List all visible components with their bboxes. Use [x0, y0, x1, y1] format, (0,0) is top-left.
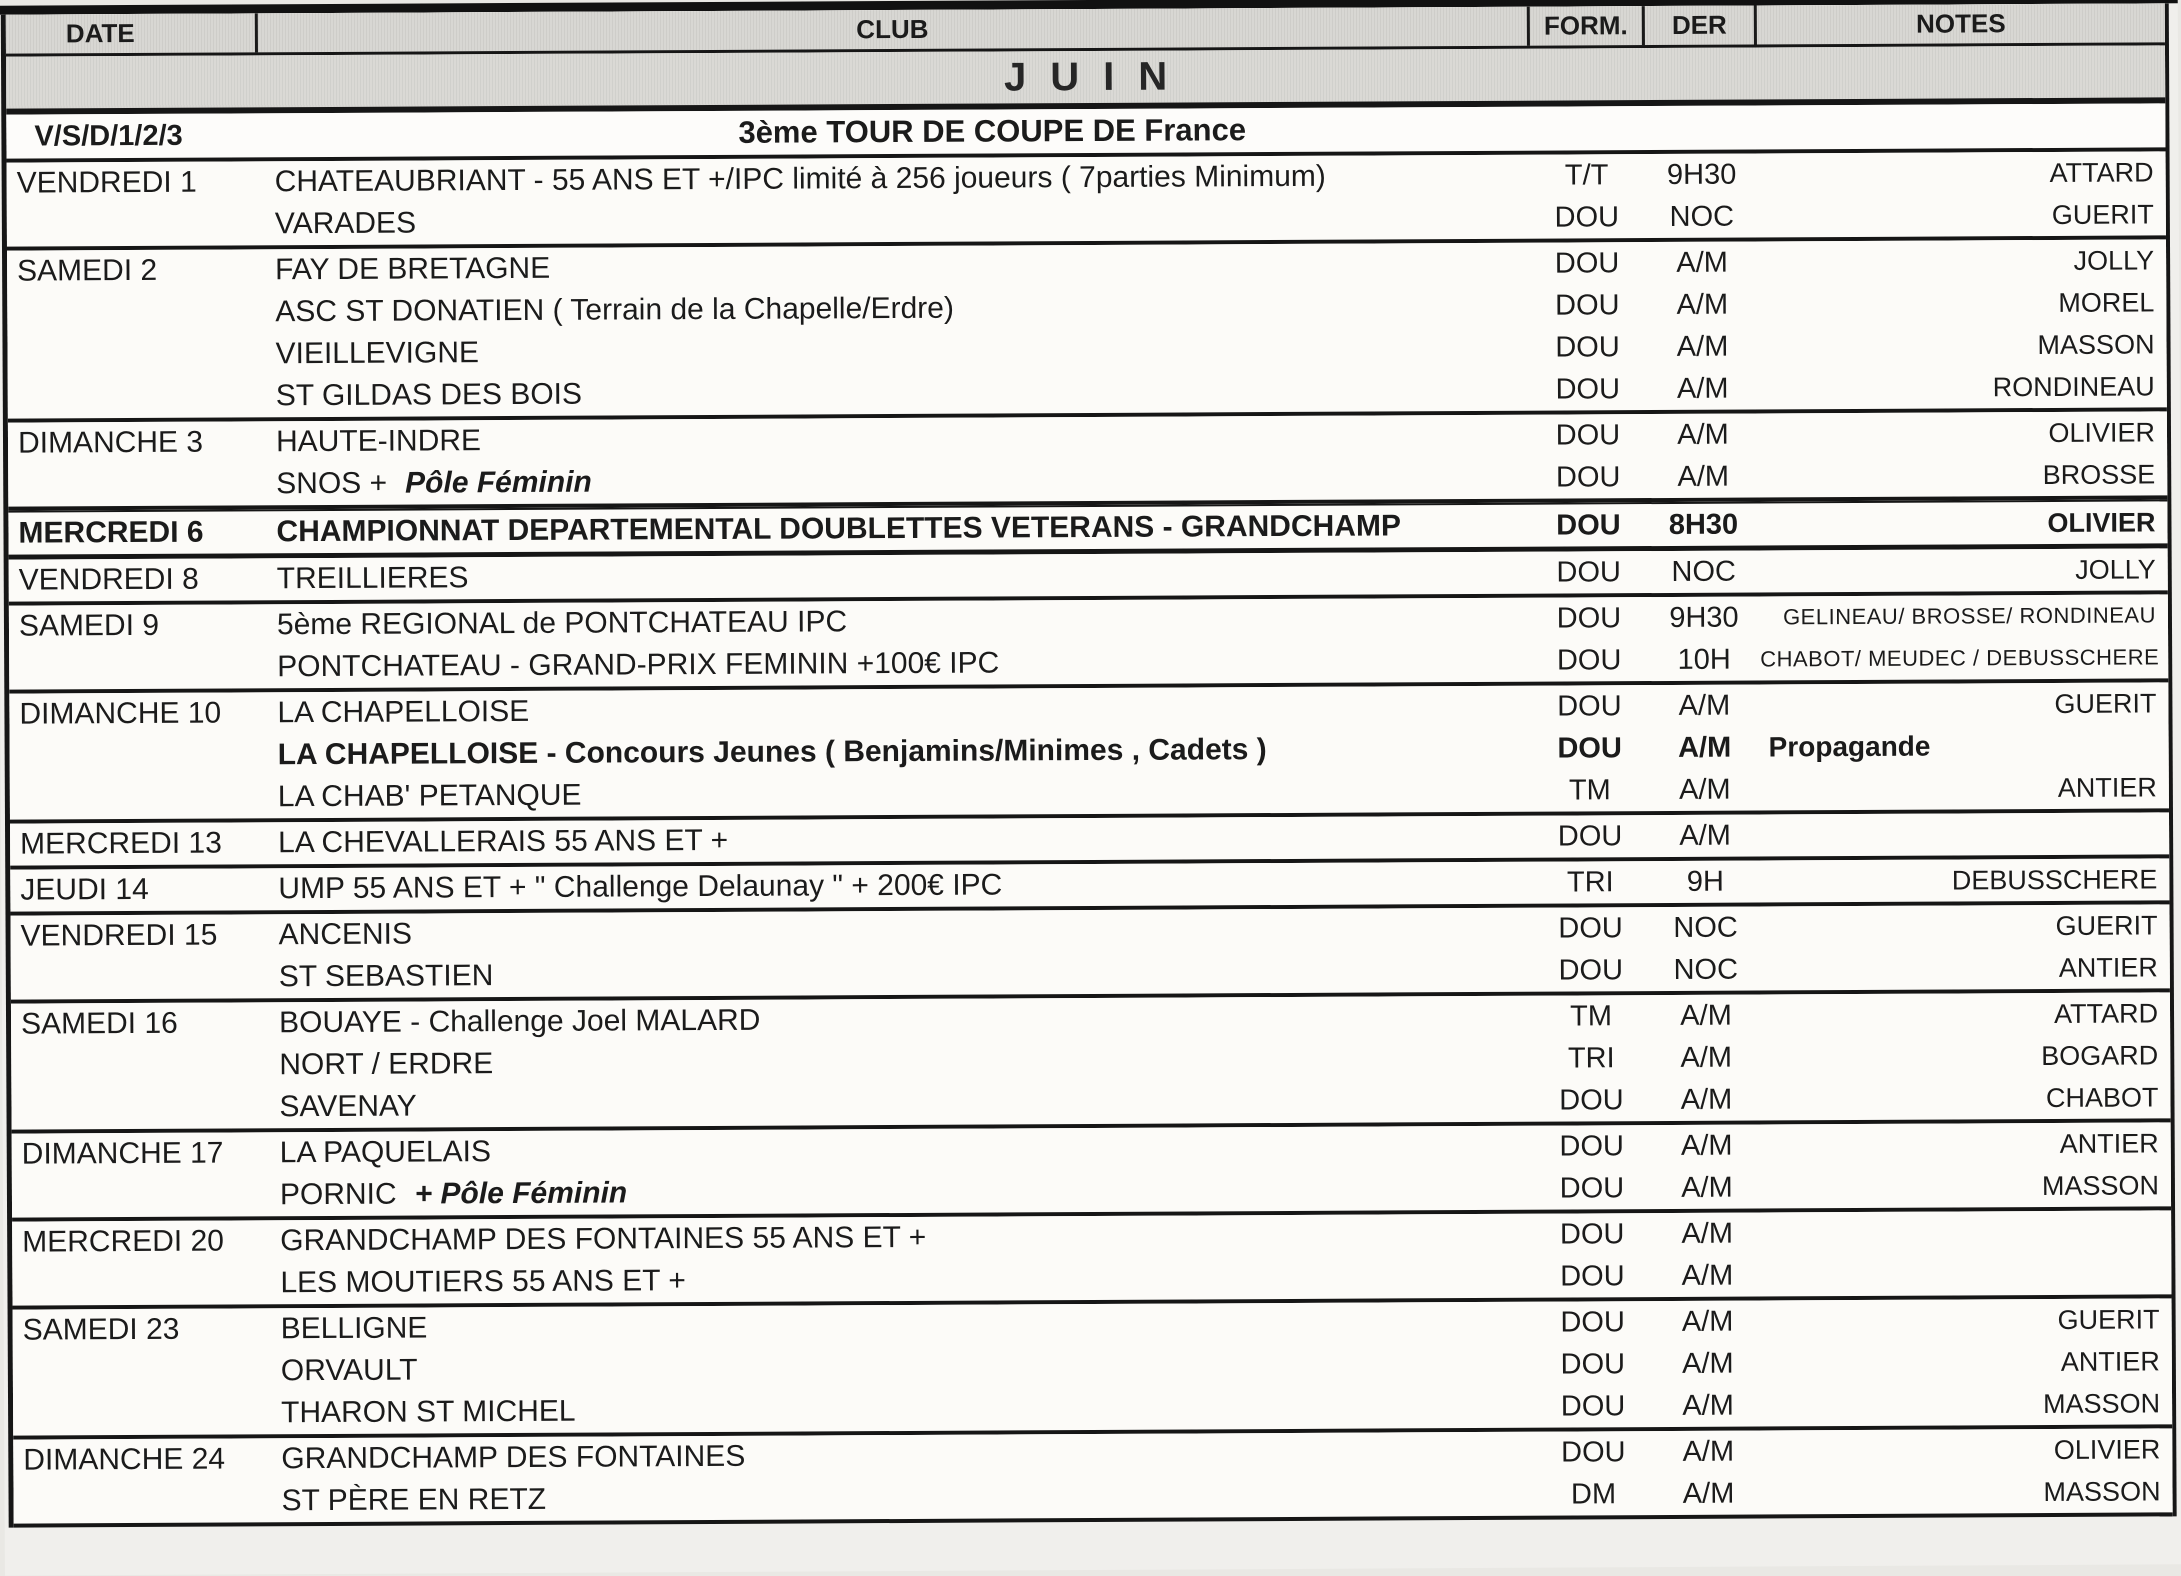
notes-cell: GUERIT: [2055, 909, 2158, 941]
date-cell: [10, 797, 262, 798]
start-time-cell: A/M: [1680, 1129, 1733, 1162]
format-cell: DOU: [1556, 555, 1622, 589]
format-cell: DOU: [1560, 1305, 1625, 1339]
club-cell: [260, 461, 1529, 502]
notes-cell: ANTIER: [2059, 1127, 2159, 1159]
date-cell: JEUDI 14: [20, 872, 149, 907]
club-cell: [262, 820, 1531, 861]
start-time-cell: 9H: [1686, 865, 1724, 898]
club-name: PONTCHATEAU - GRAND-PRIX FEMININ +100€ IPC: [277, 646, 1000, 684]
day-group: [13, 1298, 2173, 1439]
club-name: HAUTE-INDRE: [275, 424, 482, 459]
date-cell: VENDREDI 15: [20, 918, 218, 953]
col-header-notes: NOTES: [1915, 8, 2006, 39]
format-cell: DOU: [1558, 911, 1623, 945]
club-name: ST GILDAS DES BOIS: [275, 377, 583, 413]
start-time-cell: A/M: [1678, 689, 1731, 722]
date-cell: [8, 484, 260, 485]
date-cell: [8, 354, 260, 355]
day-group: [11, 992, 2171, 1133]
format-cell: DOU: [1561, 1435, 1626, 1469]
format-cell: DOU: [1559, 1217, 1625, 1251]
club-cell: [265, 1348, 1534, 1389]
notes-cell: [1761, 833, 2169, 835]
club-name: SNOS +: [276, 466, 388, 501]
start-time-cell: A/M: [1676, 330, 1729, 363]
notes-cell: ANTIER: [2057, 771, 2157, 803]
club-name: VARADES: [274, 206, 417, 241]
date-cell: [13, 1413, 265, 1414]
club-name: ASC ST DONATIEN ( Terrain de la Chapelle/Erdre): [275, 291, 954, 329]
notes-cell: GUERIT: [2051, 198, 2154, 230]
format-cell: DOU: [1555, 460, 1621, 494]
format-cell: DOU: [1555, 372, 1621, 406]
club-name: ST PÈRE EN RETZ: [281, 1482, 547, 1518]
day-group: [10, 904, 2169, 1003]
club-cell: [263, 912, 1532, 953]
start-time-cell: NOC: [1669, 200, 1735, 233]
date-cell: SAMEDI 23: [22, 1312, 180, 1347]
start-time-cell: 8H30: [1668, 508, 1739, 541]
date-cell: [7, 224, 259, 225]
start-time-cell: A/M: [1681, 1305, 1734, 1338]
club-name: SAVENAY: [279, 1089, 417, 1124]
club-name: LA PAQUELAIS: [279, 1135, 492, 1170]
start-time-cell: A/M: [1679, 819, 1731, 852]
format-cell: DOU: [1555, 330, 1620, 364]
notes-cell: MASSON: [2042, 1387, 2161, 1419]
club-name: PORNIC: [279, 1177, 397, 1212]
start-time-cell: A/M: [1677, 731, 1732, 764]
start-time-cell: A/M: [1678, 773, 1731, 806]
start-time-cell: A/M: [1676, 372, 1729, 405]
notes-cell: JOLLY: [2075, 553, 2156, 585]
date-cell: VENDREDI 1: [16, 165, 197, 200]
date-cell: [13, 1371, 265, 1372]
date-cell: DIMANCHE 24: [23, 1442, 226, 1477]
club-cell: [261, 690, 1530, 731]
col-header-form: FORM.: [1527, 6, 1645, 46]
date-cell: [8, 396, 260, 397]
start-time-cell: A/M: [1677, 460, 1730, 493]
notes-cell: GUERIT: [2054, 687, 2157, 719]
start-time-cell: A/M: [1682, 1389, 1734, 1422]
club-cell: [263, 1084, 1532, 1125]
start-time-cell: A/M: [1680, 1041, 1733, 1074]
club-cell: [259, 201, 1528, 242]
format-cell: TRI: [1567, 1041, 1615, 1075]
notes-cell: MASSON: [2041, 1169, 2160, 1201]
club-name: THARON ST MICHEL: [281, 1394, 576, 1430]
club-name: LA CHAPELLOISE - Concours Jeunes ( Benjamins/Minimes , Cadets ): [277, 733, 1267, 772]
start-time-cell: A/M: [1680, 1083, 1733, 1116]
club-name: GRANDCHAMP DES FONTAINES: [281, 1439, 746, 1476]
notes-cell: MASSON: [2037, 328, 2155, 360]
date-cell: MERCREDI 20: [22, 1224, 225, 1259]
club-name: CHATEAUBRIANT - 55 ANS ET +/IPC limité à 256 joueurs ( 7parties Minimum): [274, 159, 1326, 199]
club-cell: [259, 247, 1528, 288]
notes-cell: JOLLY: [2073, 244, 2155, 276]
schedule-body: [7, 151, 2173, 1527]
club-cell: [263, 1000, 1532, 1041]
club-cell: [265, 1390, 1534, 1431]
date-cell: [14, 1501, 266, 1502]
start-time-cell: A/M: [1677, 418, 1729, 451]
club-cell: [265, 1436, 1534, 1477]
start-time-cell: A/M: [1681, 1347, 1734, 1380]
date-cell: DIMANCHE 10: [19, 696, 222, 731]
col-header-club: CLUB: [856, 13, 929, 45]
club-cell: [262, 774, 1531, 815]
format-cell: T/T: [1564, 158, 1609, 192]
format-cell: DOU: [1556, 601, 1622, 635]
notes-cell: OLIVIER: [2047, 506, 2156, 538]
start-time-cell: A/M: [1682, 1435, 1735, 1468]
format-cell: DOU: [1559, 1083, 1624, 1117]
club-cell: [261, 602, 1530, 643]
day-group: [12, 1122, 2171, 1221]
club-name: FAY DE BRETAGNE: [275, 251, 551, 287]
club-name: GRANDCHAMP DES FONTAINES 55 ANS ET +: [280, 1220, 927, 1258]
start-time-cell: A/M: [1681, 1171, 1733, 1204]
start-time-cell: A/M: [1682, 1477, 1735, 1510]
format-cell: DOU: [1554, 200, 1620, 234]
format-cell: DOU: [1560, 1347, 1626, 1381]
notes-cell: DEBUSSCHERE: [1951, 863, 2158, 895]
col-header-der: DER: [1645, 6, 1757, 46]
format-cell: DOU: [1559, 1129, 1625, 1163]
start-time-cell: 9H30: [1666, 158, 1737, 191]
format-cell: DOU: [1554, 246, 1620, 280]
day-group: [9, 594, 2168, 693]
format-cell: DOU: [1557, 731, 1622, 765]
club-name: ANCENIS: [278, 917, 413, 952]
club-name: ST SEBASTIEN: [278, 959, 494, 994]
start-time-cell: A/M: [1681, 1217, 1734, 1250]
club-cell: [264, 1218, 1533, 1259]
club-cell: [265, 1306, 1534, 1347]
notes-cell: ATTARD: [2049, 156, 2154, 188]
date-cell: [12, 1195, 264, 1196]
club-cell: [259, 331, 1528, 372]
club-name: VIEILLEVIGNE: [275, 336, 480, 371]
notes-cell: ATTARD: [2053, 997, 2159, 1029]
start-time-cell: NOC: [1673, 911, 1738, 944]
notes-cell: RONDINEAU: [1992, 370, 2155, 402]
date-cell: [10, 755, 262, 756]
schedule-row: [8, 501, 2167, 554]
club-name: LA CHAB' PETANQUE: [277, 778, 582, 814]
club-name: NORT / ERDRE: [279, 1047, 494, 1082]
date-cell: SAMEDI 9: [18, 608, 160, 643]
date-cell: MERCREDI 13: [20, 826, 222, 861]
format-cell: DOU: [1560, 1259, 1625, 1293]
date-cell: [7, 312, 259, 313]
format-cell: DOU: [1560, 1389, 1626, 1423]
club-name: BOUAYE - Challenge Joel MALARD: [278, 1003, 761, 1040]
start-time-cell: 10H: [1677, 643, 1731, 676]
day-group: [7, 151, 2166, 250]
date-cell: SAMEDI 16: [20, 1006, 178, 1041]
date-cell: VENDREDI 8: [18, 562, 199, 597]
club-name-feminine-suffix: + Pôle Féminin: [414, 1176, 628, 1211]
notes-cell: GUERIT: [2057, 1303, 2160, 1335]
club-cell: [260, 419, 1529, 460]
format-cell: TM: [1570, 999, 1613, 1032]
club-cell: [259, 289, 1528, 330]
date-cell: [11, 1065, 263, 1066]
format-cell: DOU: [1555, 418, 1621, 452]
coupe-date-cell: V/S/D/1/2/3: [34, 119, 183, 153]
start-time-cell: A/M: [1676, 288, 1729, 321]
club-name: LES MOUTIERS 55 ANS ET +: [280, 1264, 686, 1300]
day-group: [9, 682, 2169, 823]
format-cell: DOU: [1556, 508, 1621, 542]
format-cell: DOU: [1559, 1171, 1625, 1205]
club-cell: [265, 1478, 1534, 1519]
notes-cell: CHABOT: [2045, 1081, 2159, 1113]
start-time-cell: 9H30: [1669, 601, 1739, 634]
notes-cell: [1763, 1231, 2171, 1233]
format-cell: DOU: [1556, 643, 1622, 677]
club-cell: [264, 1172, 1533, 1213]
club-name: UMP 55 ANS ET + " Challenge Delaunay " + 200€ IPC: [278, 868, 1003, 906]
club-name: 5ème REGIONAL de PONTCHATEAU IPC: [276, 605, 848, 642]
col-header-date: DATE: [6, 13, 258, 53]
club-cell: [264, 1130, 1533, 1171]
date-cell: [11, 977, 263, 978]
date-cell: [12, 1107, 264, 1108]
start-time-cell: A/M: [1676, 246, 1728, 279]
month-title: JUIN: [1003, 53, 1192, 99]
club-cell: [261, 644, 1530, 685]
start-time-cell: A/M: [1681, 1259, 1734, 1292]
date-cell: DIMANCHE 3: [17, 425, 204, 460]
notes-cell: ANTIER: [2058, 951, 2158, 983]
club-cell: [262, 866, 1531, 907]
club-name: LA CHEVALLERAIS 55 ANS ET +: [278, 823, 729, 860]
notes-cell: OLIVIER: [2048, 416, 2156, 448]
day-group: [12, 1210, 2171, 1309]
date-cell: [9, 667, 261, 668]
date-cell: MERCREDI 6: [18, 515, 204, 550]
format-cell: DOU: [1557, 819, 1623, 853]
day-group: [8, 411, 2167, 510]
notes-cell: ANTIER: [2060, 1345, 2160, 1377]
schedule-table: [1, 3, 2177, 1527]
day-group: [7, 239, 2167, 422]
notes-cell: OLIVIER: [2053, 1433, 2161, 1465]
notes-cell: CHABOT/ MEUDEC / DEBUSSCHERE: [1760, 644, 2160, 672]
club-cell: [263, 1042, 1532, 1083]
format-cell: DM: [1570, 1477, 1617, 1510]
club-cell: [260, 509, 1529, 550]
notes-cell: Propagande: [1768, 730, 1931, 763]
day-group: [13, 1428, 2172, 1527]
club-cell: [263, 954, 1532, 995]
club-name: TREILLIERES: [276, 561, 469, 596]
club-name: BELLIGNE: [280, 1311, 428, 1346]
club-cell: [259, 159, 1528, 200]
notes-cell: MASSON: [2043, 1475, 2161, 1507]
notes-cell: GELINEAU/ BROSSE/ RONDINEAU: [1782, 602, 2157, 630]
notes-cell: BROSSE: [2042, 458, 2156, 490]
notes-cell: [1763, 1273, 2171, 1275]
start-time-cell: NOC: [1673, 953, 1739, 986]
format-cell: DOU: [1557, 689, 1622, 723]
club-name: LA CHAPELLOISE: [277, 694, 530, 730]
date-cell: SAMEDI 2: [17, 253, 158, 288]
start-time-cell: NOC: [1671, 555, 1737, 588]
coupe-title-cell: 3ème TOUR DE COUPE DE France: [738, 112, 1247, 150]
format-cell: DOU: [1558, 953, 1624, 987]
club-cell: [261, 556, 1530, 597]
date-cell: [12, 1283, 264, 1284]
date-cell: DIMANCHE 17: [21, 1136, 224, 1171]
notes-cell: MOREL: [2058, 286, 2155, 318]
club-name: ORVAULT: [280, 1353, 418, 1388]
format-cell: DOU: [1554, 288, 1620, 322]
club-name: CHAMPIONNAT DEPARTEMENTAL DOUBLETTES VETERANS - GRANDCHAMP: [276, 509, 1402, 549]
club-cell: [264, 1260, 1533, 1301]
start-time-cell: A/M: [1680, 999, 1732, 1032]
club-cell: [260, 373, 1529, 414]
club-cell: [262, 732, 1531, 773]
format-cell: TM: [1568, 773, 1611, 806]
notes-cell: BOGARD: [2041, 1039, 2159, 1071]
club-name-feminine-suffix: Pôle Féminin: [405, 465, 592, 500]
format-cell: TRI: [1566, 865, 1614, 899]
